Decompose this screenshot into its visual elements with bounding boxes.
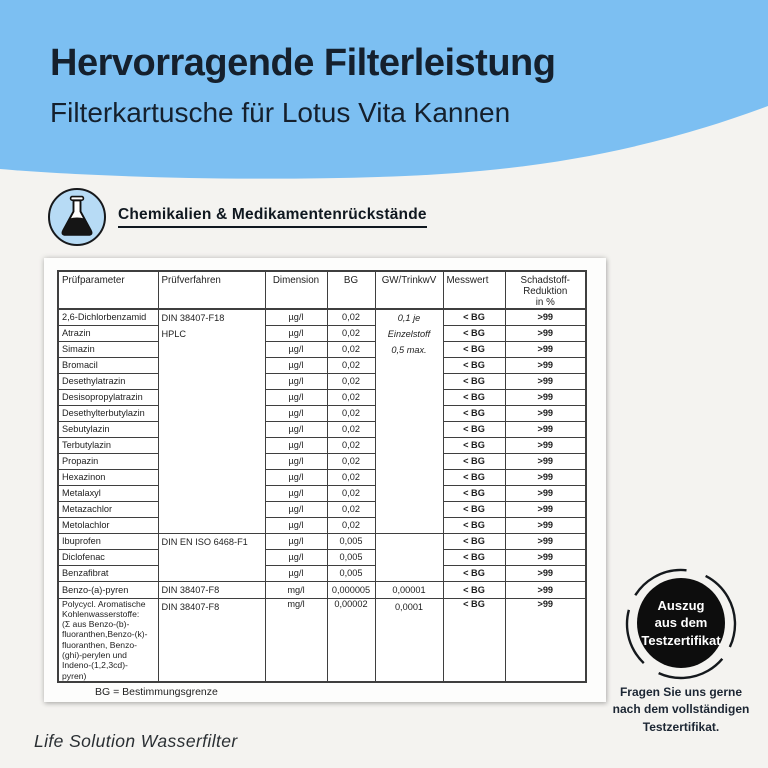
cell-pruefparameter: Desethylterbutylazin <box>58 405 158 421</box>
cell-reduktion: >99 <box>505 325 586 341</box>
table-row <box>58 341 586 357</box>
cell-bg: 0,00002 <box>327 598 375 682</box>
cell-dimension: µg/l <box>265 357 327 373</box>
header-wave-background <box>0 0 768 190</box>
cell-pruefparameter: Ibuprofen <box>58 533 158 549</box>
cell-dimension: mg/l <box>265 581 327 598</box>
cell-bg: 0,000005 <box>327 581 375 598</box>
cell-reduktion: >99 <box>505 421 586 437</box>
cell-messwert: < BG <box>443 341 505 357</box>
cell-dimension: µg/l <box>265 341 327 357</box>
note-line: Fragen Sie uns gerne <box>619 685 743 699</box>
cell-bg: 0,02 <box>327 485 375 501</box>
cell-messwert: < BG <box>443 405 505 421</box>
table-row <box>58 421 586 437</box>
cell-pruefverfahren: DIN 38407-F18 HPLC <box>158 309 265 533</box>
table-row <box>58 485 586 501</box>
cell-dimension: µg/l <box>265 421 327 437</box>
table-row <box>58 581 586 598</box>
table-row <box>58 501 586 517</box>
column-header: Prüfverfahren <box>158 271 265 309</box>
cell-bg: 0,02 <box>327 341 375 357</box>
cell-dimension: µg/l <box>265 373 327 389</box>
cell-bg: 0,02 <box>327 501 375 517</box>
cell-reduktion: >99 <box>505 469 586 485</box>
cell-messwert: < BG <box>443 549 505 565</box>
cell-dimension: µg/l <box>265 501 327 517</box>
cell-messwert: < BG <box>443 469 505 485</box>
cell-gw-trinkwv: 0,00001 <box>375 581 443 598</box>
cell-pruefparameter: Metalaxyl <box>58 485 158 501</box>
column-header: Prüfparameter <box>58 271 158 309</box>
cell-messwert: < BG <box>443 485 505 501</box>
table-row <box>58 437 586 453</box>
table-row <box>58 598 586 682</box>
table-footnote: BG = Bestimmungsgrenze <box>95 686 218 698</box>
cell-reduktion: >99 <box>505 549 586 565</box>
cell-messwert: < BG <box>443 309 505 325</box>
cell-bg: 0,02 <box>327 437 375 453</box>
test-results-table <box>57 270 587 683</box>
cell-pruefparameter: Metazachlor <box>58 501 158 517</box>
cell-gw-trinkwv <box>375 533 443 581</box>
cell-messwert: < BG <box>443 565 505 581</box>
cell-messwert: < BG <box>443 389 505 405</box>
cell-reduktion: >99 <box>505 357 586 373</box>
cell-reduktion: >99 <box>505 501 586 517</box>
cell-reduktion: >99 <box>505 373 586 389</box>
cell-reduktion: >99 <box>505 453 586 469</box>
cell-bg: 0,005 <box>327 549 375 565</box>
cell-dimension: mg/l <box>265 598 327 682</box>
note-line: Testzertifikat. <box>642 719 720 734</box>
table-row <box>58 549 586 565</box>
badge-line: Testzertifikat <box>641 632 721 648</box>
cell-dimension: µg/l <box>265 517 327 533</box>
cell-bg: 0,02 <box>327 453 375 469</box>
cell-messwert: < BG <box>443 581 505 598</box>
badge-line: aus dem <box>654 615 708 631</box>
cell-dimension: µg/l <box>265 453 327 469</box>
cell-reduktion: >99 <box>505 437 586 453</box>
cell-messwert: < BG <box>443 357 505 373</box>
cell-bg: 0,02 <box>327 405 375 421</box>
cell-pruefparameter: Benzafibrat <box>58 565 158 581</box>
cell-pruefparameter: Terbutylazin <box>58 437 158 453</box>
cell-pruefparameter: Atrazin <box>58 325 158 341</box>
cell-reduktion: >99 <box>505 309 586 325</box>
cell-bg: 0,02 <box>327 469 375 485</box>
column-header: Messwert <box>443 271 505 309</box>
cell-pruefparameter: Hexazinon <box>58 469 158 485</box>
table-row <box>58 453 586 469</box>
cell-dimension: µg/l <box>265 325 327 341</box>
cell-reduktion: >99 <box>505 517 586 533</box>
cell-bg: 0,02 <box>327 325 375 341</box>
table-head-row <box>58 271 586 309</box>
cell-dimension: µg/l <box>265 549 327 565</box>
cell-messwert: < BG <box>443 373 505 389</box>
badge-text <box>618 560 744 686</box>
column-header: Dimension <box>265 271 327 309</box>
cell-pruefparameter: Bromacil <box>58 357 158 373</box>
table-row <box>58 309 586 325</box>
cell-pruefparameter: Polycycl. Aromatische Kohlenwasserstoffe: (Σ aus Benzo-(b)- fluoranthen,Benzo-(k)- fluoranthen, Benzo- (ghi)-perylen und Indeno-(1,2,3cd)- pyren) <box>58 598 158 682</box>
cell-pruefparameter: Propazin <box>58 453 158 469</box>
cell-messwert: < BG <box>443 421 505 437</box>
contact-note <box>586 684 768 736</box>
cell-messwert: < BG <box>443 533 505 549</box>
note-line: nach dem vollständigen <box>612 702 750 717</box>
cell-dimension: µg/l <box>265 469 327 485</box>
cell-reduktion: >99 <box>505 405 586 421</box>
certificate-badge <box>618 560 744 686</box>
section-heading: Chemikalien & Medikamentenrückstände <box>118 206 427 228</box>
table-row <box>58 373 586 389</box>
table-row <box>58 469 586 485</box>
table-body <box>58 309 586 682</box>
cell-gw-trinkwv: 0,1 je Einzelstoff 0,5 max. <box>375 309 443 533</box>
cell-pruefverfahren: DIN 38407-F8 <box>158 598 265 682</box>
cell-messwert: < BG <box>443 501 505 517</box>
cell-pruefparameter: Desethylatrazin <box>58 373 158 389</box>
column-header: Schadstoff- Reduktion in % <box>505 271 586 309</box>
column-header: BG <box>327 271 375 309</box>
cell-messwert: < BG <box>443 325 505 341</box>
cell-pruefparameter: Diclofenac <box>58 549 158 565</box>
cell-dimension: µg/l <box>265 389 327 405</box>
cell-pruefparameter: Simazin <box>58 341 158 357</box>
cell-pruefverfahren: DIN EN ISO 6468-F1 <box>158 533 265 581</box>
cell-bg: 0,005 <box>327 565 375 581</box>
cell-dimension: µg/l <box>265 309 327 325</box>
table-row <box>58 325 586 341</box>
cell-bg: 0,02 <box>327 389 375 405</box>
cell-pruefverfahren: DIN 38407-F8 <box>158 581 265 598</box>
cell-reduktion: >99 <box>505 598 586 682</box>
cell-pruefparameter: Metolachlor <box>58 517 158 533</box>
cell-bg: 0,02 <box>327 421 375 437</box>
table-row <box>58 517 586 533</box>
cell-messwert: < BG <box>443 517 505 533</box>
table-row <box>58 405 586 421</box>
cell-bg: 0,02 <box>327 517 375 533</box>
brand-signature: Life Solution Wasserfilter <box>34 731 238 751</box>
cell-pruefparameter: 2,6-Dichlorbenzamid <box>58 309 158 325</box>
table-row <box>58 389 586 405</box>
badge-line: Auszug <box>657 598 705 614</box>
cell-dimension: µg/l <box>265 437 327 453</box>
table-row <box>58 533 586 549</box>
cell-dimension: µg/l <box>265 405 327 421</box>
cell-pruefparameter: Benzo-(a)-pyren <box>58 581 158 598</box>
cell-messwert: < BG <box>443 598 505 682</box>
cell-reduktion: >99 <box>505 485 586 501</box>
cell-bg: 0,005 <box>327 533 375 549</box>
page-title: Hervorragende Filterleistung <box>50 42 556 84</box>
cell-gw-trinkwv: 0,0001 <box>375 598 443 682</box>
cell-reduktion: >99 <box>505 341 586 357</box>
cell-bg: 0,02 <box>327 373 375 389</box>
column-header: GW/TrinkwV <box>375 271 443 309</box>
cell-reduktion: >99 <box>505 533 586 549</box>
cell-reduktion: >99 <box>505 565 586 581</box>
cell-bg: 0,02 <box>327 357 375 373</box>
page-subtitle: Filterkartusche für Lotus Vita Kannen <box>50 97 511 128</box>
cell-pruefparameter: Sebutylazin <box>58 421 158 437</box>
cell-dimension: µg/l <box>265 533 327 549</box>
table-row <box>58 565 586 581</box>
flask-icon <box>47 187 107 247</box>
cell-messwert: < BG <box>443 453 505 469</box>
cell-pruefparameter: Desisopropylatrazin <box>58 389 158 405</box>
cell-dimension: µg/l <box>265 565 327 581</box>
cell-messwert: < BG <box>443 437 505 453</box>
cell-reduktion: >99 <box>505 581 586 598</box>
cell-reduktion: >99 <box>505 389 586 405</box>
cell-bg: 0,02 <box>327 309 375 325</box>
cell-dimension: µg/l <box>265 485 327 501</box>
table-row <box>58 357 586 373</box>
